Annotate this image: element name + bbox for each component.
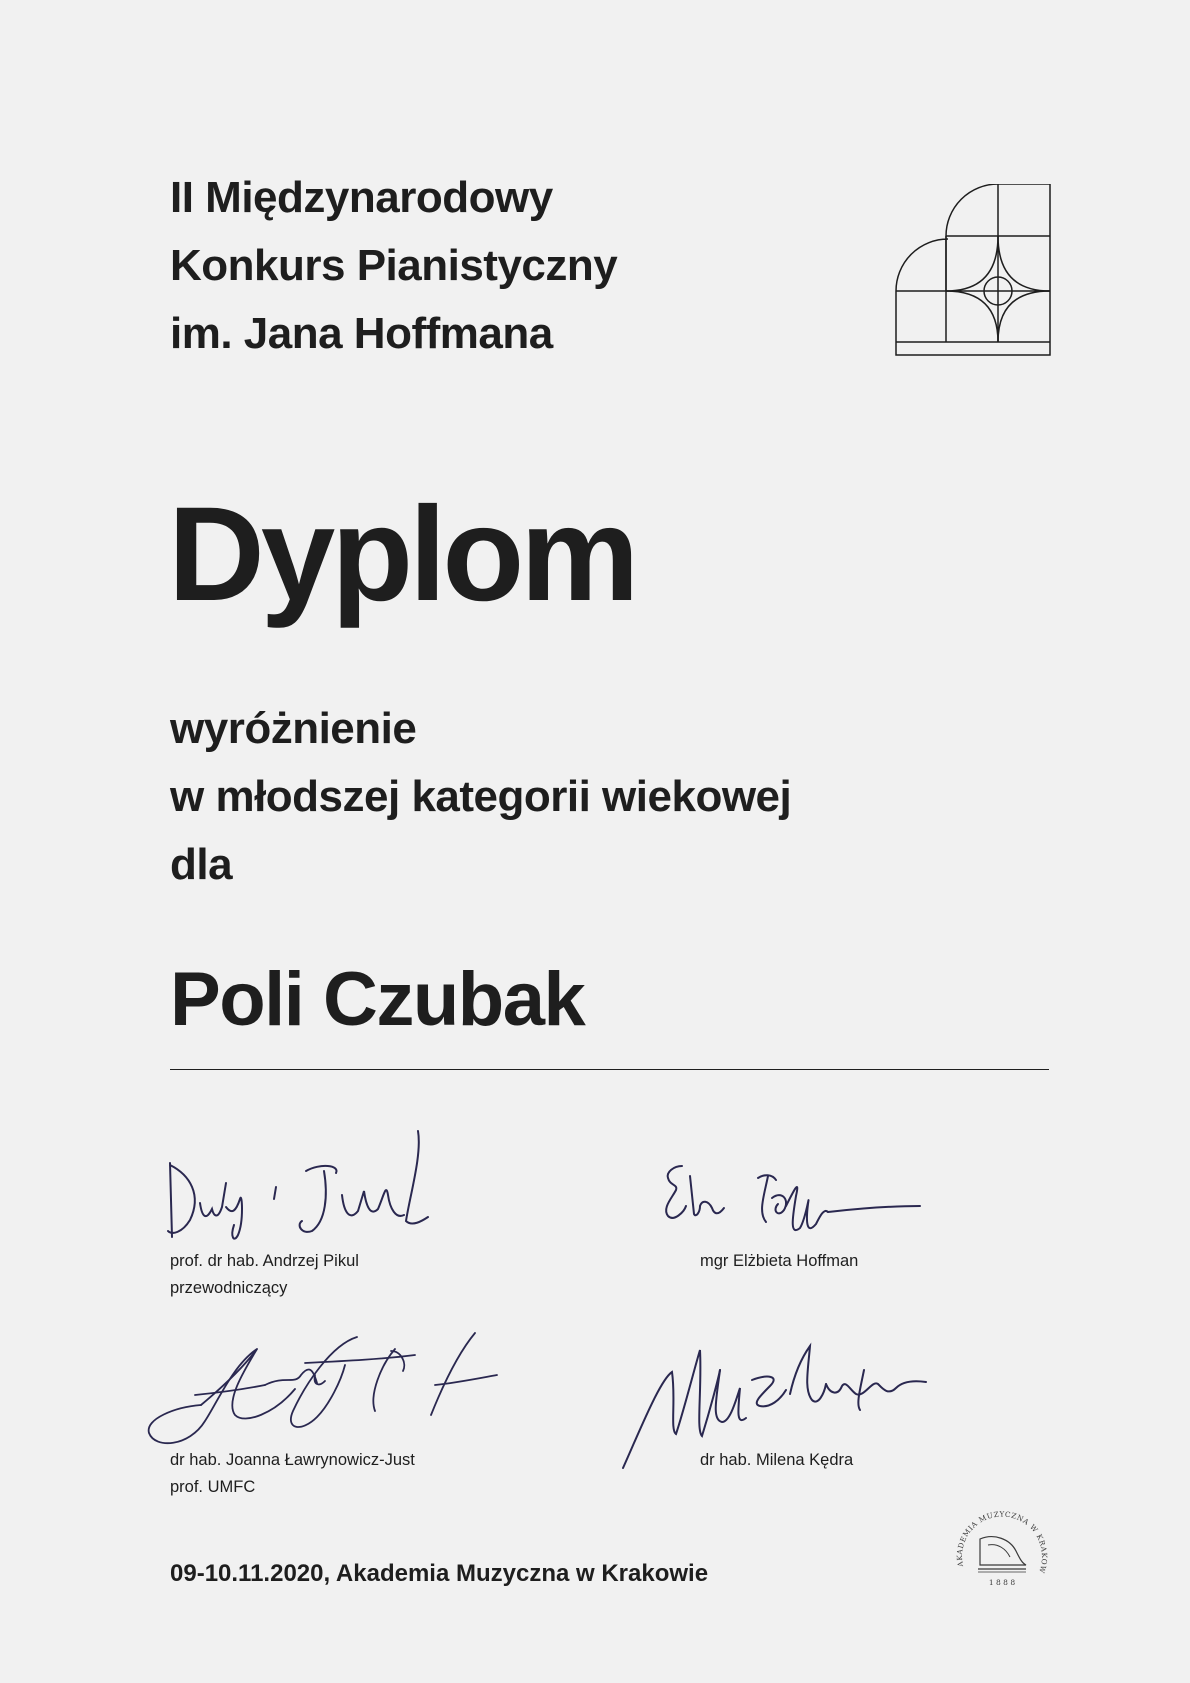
- signature-lawrynowicz-just: [145, 1325, 500, 1455]
- award-line: wyróżnienie: [170, 704, 417, 753]
- signatory-kedra: [700, 1447, 853, 1474]
- award-description: [170, 695, 791, 899]
- heading-line: im. Jana Hoffmana: [170, 309, 553, 358]
- signatory-pikul: [170, 1248, 359, 1302]
- svg-text:AKADEMIA MUZYCZNA W KRAKOWIE: AKADEMIA MUZYCZNA W KRAKOW: [954, 1509, 1050, 1575]
- divider: [170, 1069, 1049, 1070]
- competition-heading: [170, 164, 617, 368]
- academy-seal-icon: [950, 1505, 1052, 1591]
- signatory-lawrynowicz-just: [170, 1447, 415, 1501]
- grand-piano-lid-icon: [893, 184, 1051, 356]
- signatory-name: mgr Elżbieta Hoffman: [700, 1252, 859, 1270]
- signature-pikul: [160, 1125, 450, 1245]
- award-line: w młodszej kategorii wiekowej: [170, 772, 792, 821]
- seal-year: 1 8 8 8: [988, 1578, 1016, 1587]
- signature-hoffman: [660, 1160, 925, 1240]
- heading-line: II Międzynarodowy: [170, 173, 553, 222]
- diploma-title: Dyplom: [168, 480, 636, 629]
- signatory-name: dr hab. Joanna Ławrynowicz-Just: [170, 1451, 415, 1469]
- signatory-role: prof. UMFC: [170, 1478, 256, 1496]
- signatory-hoffman: [700, 1248, 858, 1275]
- recipient-name: Poli Czubak: [170, 957, 585, 1042]
- award-line: dla: [170, 840, 233, 889]
- event-date-venue: 09-10.11.2020, Akademia Muzyczna w Krakowie: [170, 1560, 709, 1587]
- signatory-role: przewodniczący: [170, 1279, 288, 1297]
- signatory-name: dr hab. Milena Kędra: [700, 1451, 854, 1469]
- signatory-name: prof. dr hab. Andrzej Pikul: [170, 1252, 359, 1270]
- heading-line: Konkurs Pianistyczny: [170, 241, 618, 290]
